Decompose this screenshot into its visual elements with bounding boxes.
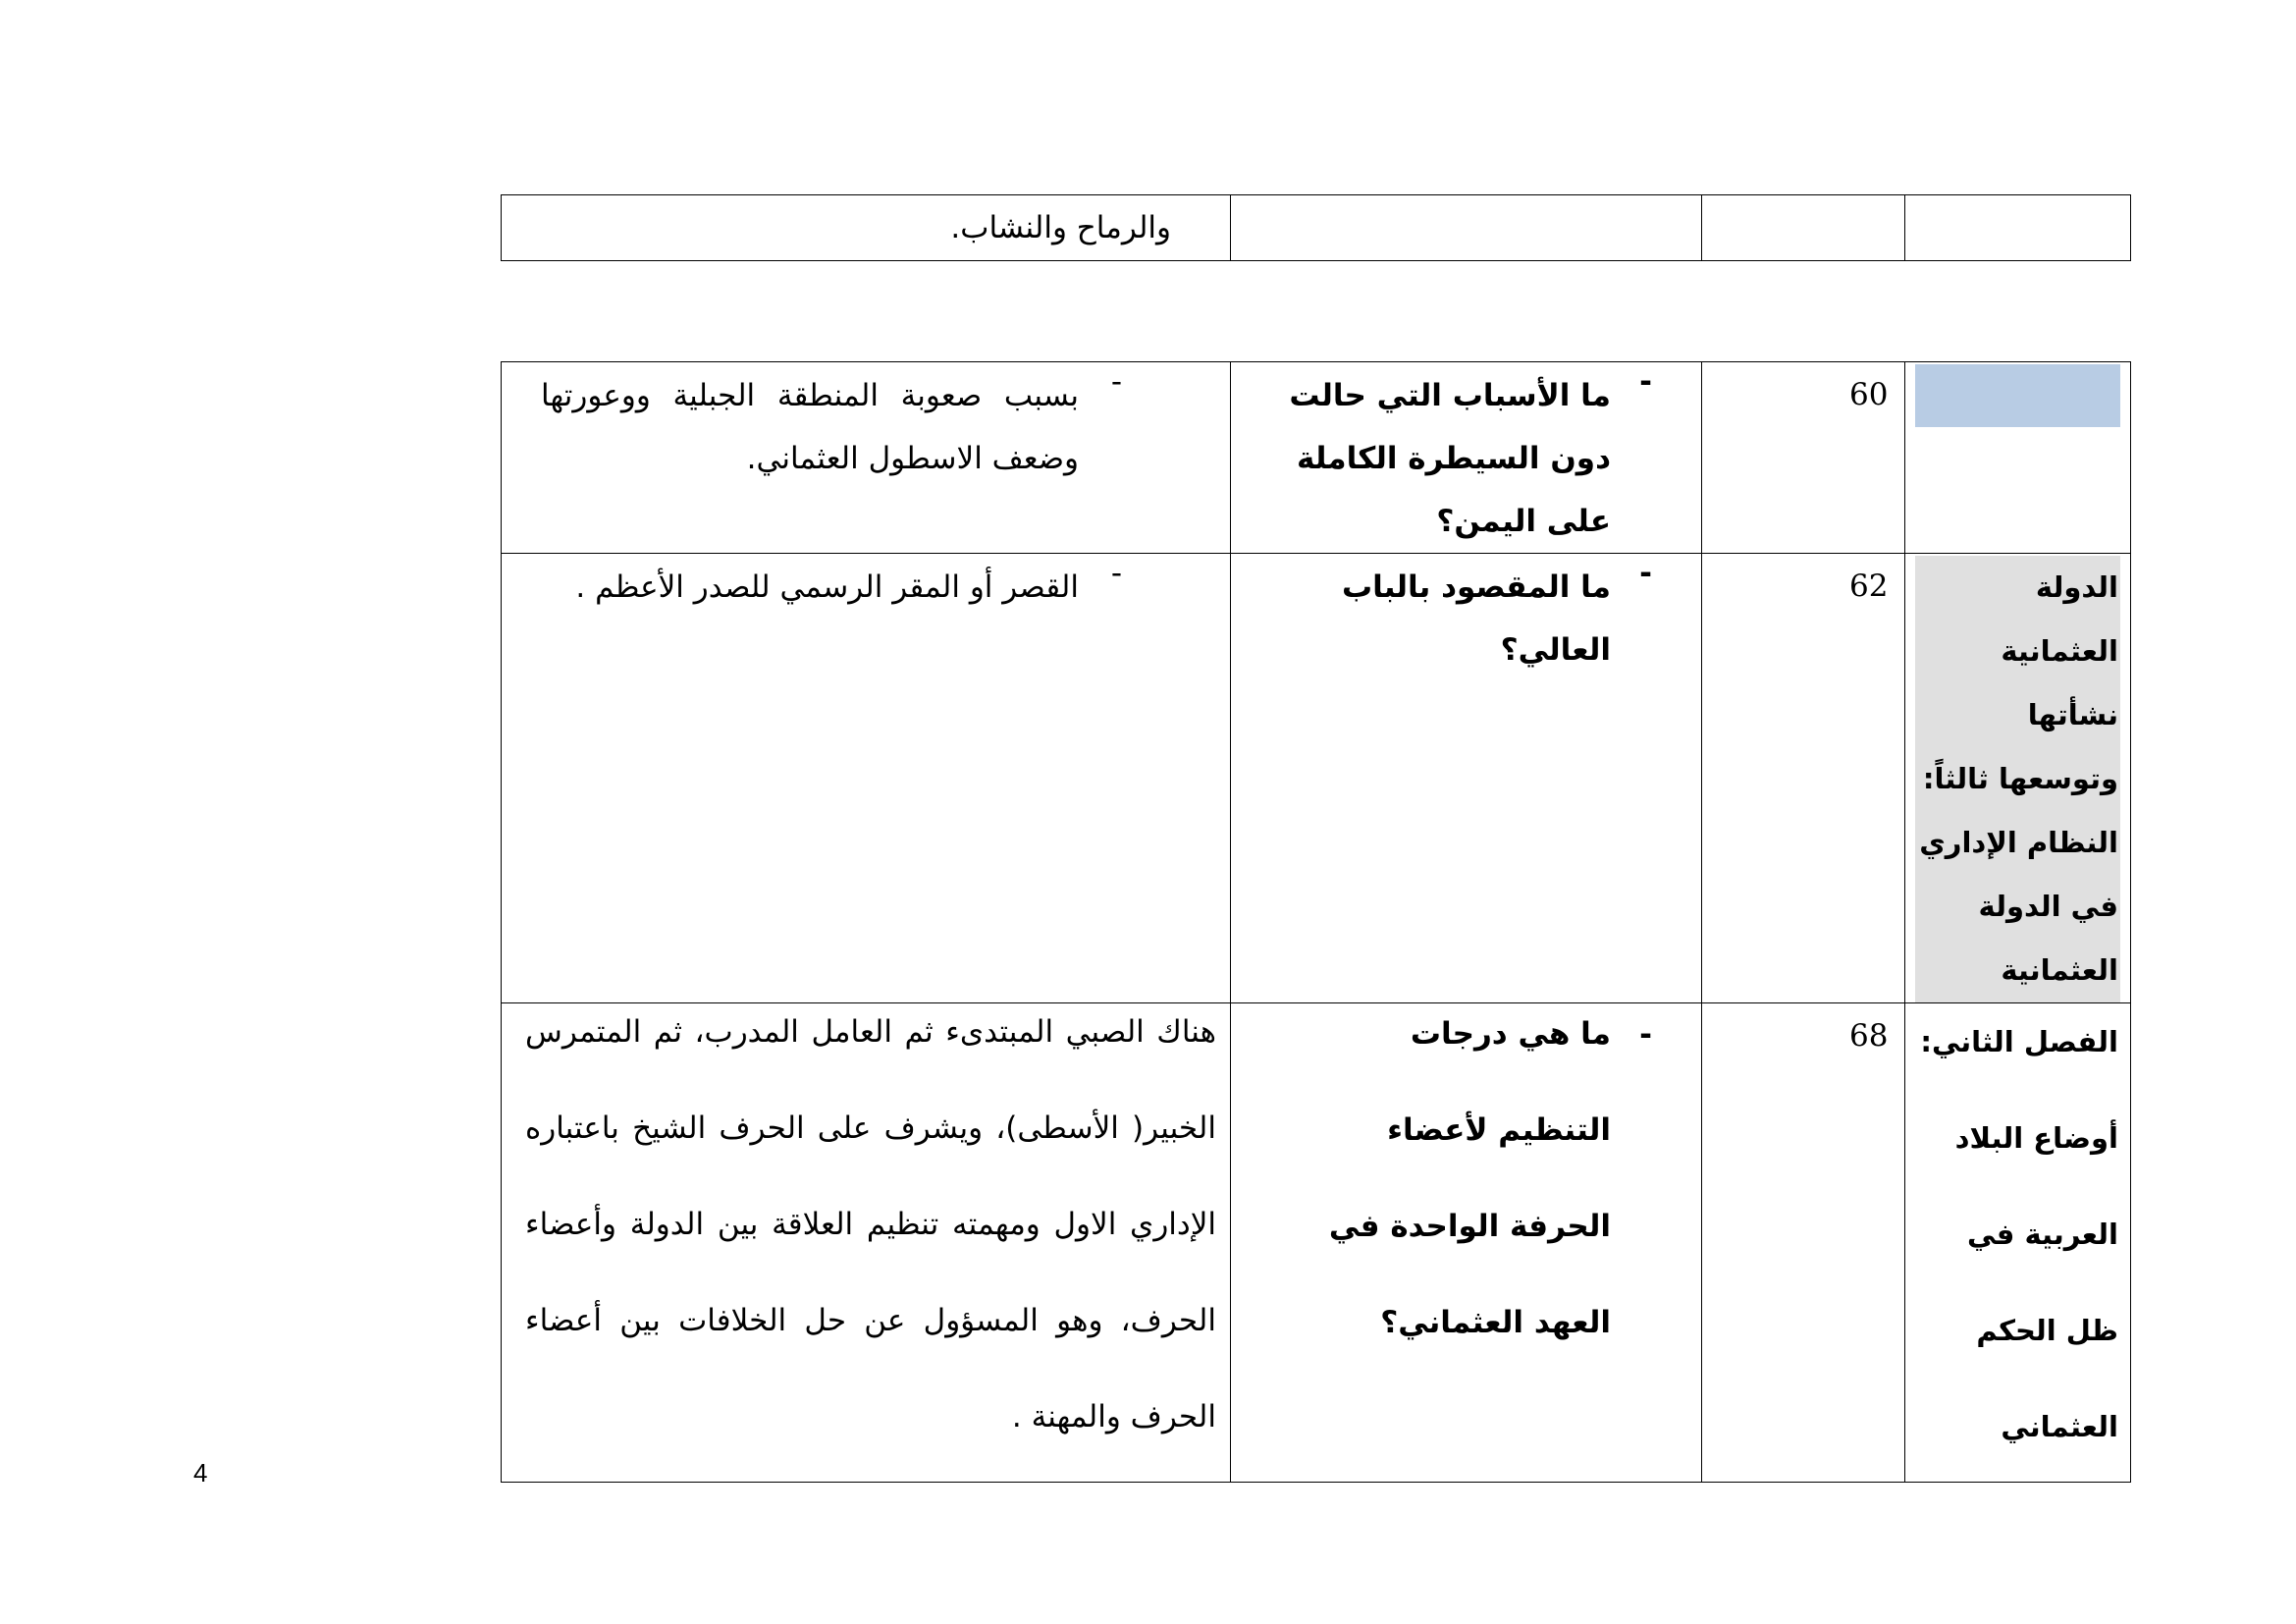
question-cell xyxy=(1231,1003,1702,1483)
page-number-cell: 60 xyxy=(1702,362,1905,554)
question-bullet: - xyxy=(1639,556,1652,591)
answer-cell xyxy=(502,554,1231,1003)
question-text: ما المقصود بالباب العالي؟ xyxy=(1341,569,1611,668)
table-row xyxy=(502,554,2131,1003)
topic-title: الفصل الثاني: أوضاع البلاد العربية في ظل الحكم العثماني xyxy=(1920,1025,2118,1443)
answer-text: هناك الصبي المبتدىء ثم العامل المدرب، ثم المتمرس الخبير( الأسطى)، ويشرف على الحرف الشيخ باعتباره الإداري الاول ومهمته تنظيم العلاقة بين الدولة وأعضاء الحرف، وهو المسؤول عن حل الخلافات بين أعضاء الحرف والمهنة . xyxy=(525,1014,1216,1435)
answer-cell xyxy=(502,1003,1231,1483)
table-row xyxy=(502,1003,2131,1483)
page-number-cell: 68 xyxy=(1702,1003,1905,1483)
question-text: ما هي درجات التنظيم لأعضاء الحرفة الواحدة في العهد العثماني؟ xyxy=(1328,1016,1611,1340)
question-cell xyxy=(1231,195,1702,261)
topic-cell xyxy=(1905,554,2131,1003)
answer-cell xyxy=(502,362,1231,554)
table-row xyxy=(502,195,2131,261)
answer-text: بسبب صعوبة المنطقة الجبلية ووعورتها وضعف الاسطول العثماني. xyxy=(541,378,1079,476)
topic-title: الدولة العثمانية نشأتها وتوسعها ثالثاً: النظام الإداري في الدولة العثمانية xyxy=(1915,556,2120,1002)
answer-cell xyxy=(502,195,1231,261)
question-cell xyxy=(1231,554,1702,1003)
topic-highlight xyxy=(1915,364,2120,427)
continuation-table xyxy=(501,194,2131,261)
topic-cell xyxy=(1905,1003,2131,1483)
answer-text: القصر أو المقر الرسمي للصدر الأعظم . xyxy=(575,569,1079,605)
study-table xyxy=(501,361,2131,1483)
topic-cell xyxy=(1905,195,2131,261)
page-cell xyxy=(1702,195,1905,261)
question-bullet: - xyxy=(1639,364,1652,400)
answer-bullet: - xyxy=(1110,364,1122,400)
answer-bullet: - xyxy=(1110,556,1122,591)
table-row xyxy=(502,362,2131,554)
page-number-cell: 62 xyxy=(1702,554,1905,1003)
topic-cell xyxy=(1905,362,2131,554)
page-number: 4 xyxy=(193,1458,208,1488)
question-text: ما الأسباب التي حالت دون السيطرة الكاملة على اليمن؟ xyxy=(1289,378,1611,539)
answer-text: والرماح والنشاب. xyxy=(950,210,1171,245)
question-bullet: - xyxy=(1639,1017,1652,1053)
question-cell xyxy=(1231,362,1702,554)
